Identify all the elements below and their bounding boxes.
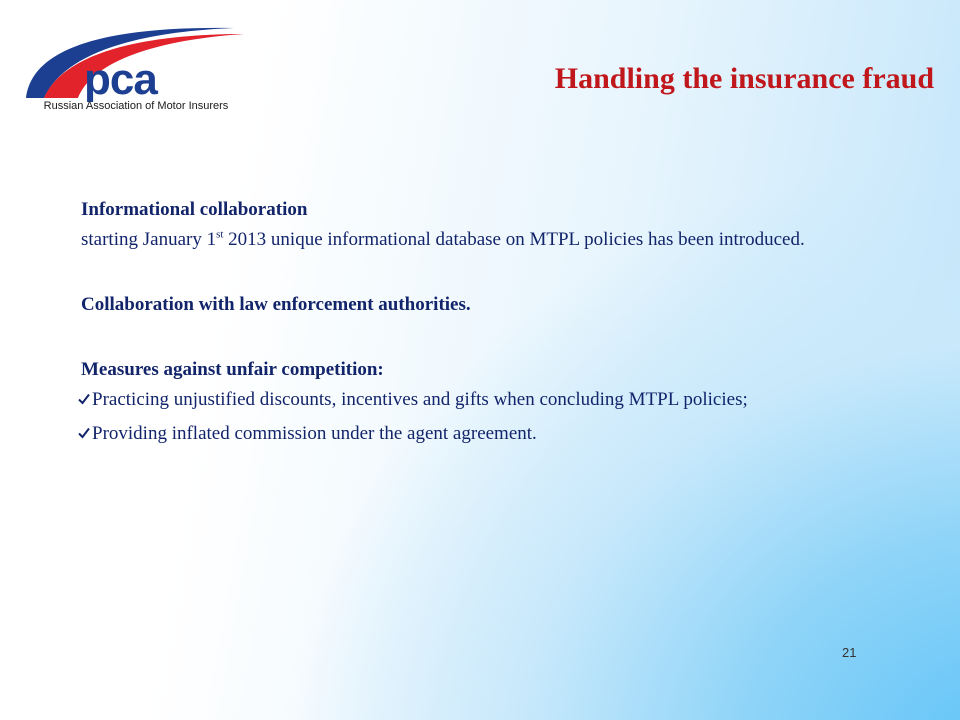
slide-title: Handling the insurance fraud bbox=[554, 62, 934, 95]
rsa-logo-mark bbox=[14, 18, 258, 102]
section-heading-informational: Informational collaboration bbox=[81, 199, 308, 220]
list-item bbox=[81, 386, 901, 413]
list-item-text: Practicing unjustified discounts, incentives and gifts when concluding MTPL policies; bbox=[92, 389, 748, 410]
measures-list bbox=[81, 386, 901, 447]
ordinal-superscript: st bbox=[216, 228, 224, 241]
check-mark-icon bbox=[78, 420, 90, 439]
section-text-informational bbox=[81, 226, 901, 253]
section-heading-measures: Measures against unfair competition: bbox=[81, 359, 384, 380]
check-mark-icon bbox=[78, 386, 90, 405]
info-text-end: 2013 unique informational database on MTPL policies has been introduced. bbox=[223, 229, 805, 250]
logo-caption: Russian Association of Motor Insurers bbox=[43, 100, 229, 112]
page-number: 21 bbox=[842, 645, 857, 660]
slide-content bbox=[81, 196, 901, 454]
section-heading-law: Collaboration with law enforcement authorities. bbox=[81, 294, 471, 315]
list-item-text: Providing inflated commission under the agent agreement. bbox=[92, 423, 537, 444]
logo bbox=[8, 16, 264, 122]
list-item bbox=[81, 420, 901, 447]
logo-text: pca bbox=[84, 55, 157, 102]
info-text-start: starting January 1 bbox=[81, 229, 217, 250]
